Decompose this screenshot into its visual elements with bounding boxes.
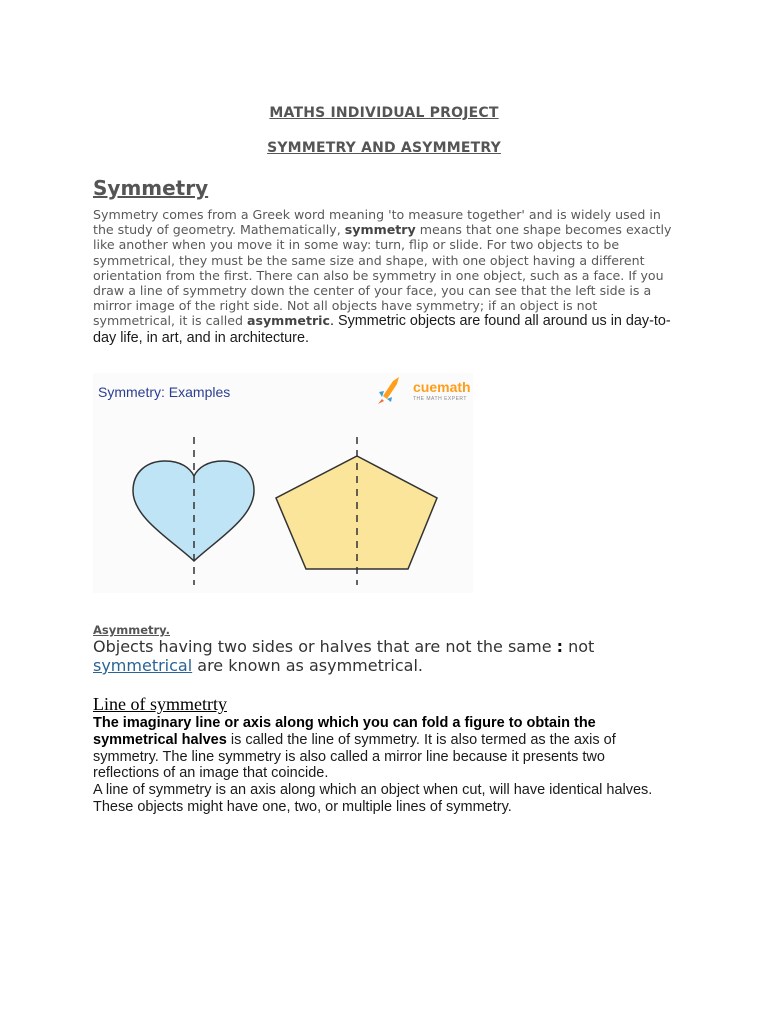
asymmetry-text-2: not (563, 637, 595, 656)
asymmetry-text-1: Objects having two sides or halves that are not the same (93, 637, 557, 656)
figure-title: Symmetry: Examples (98, 384, 231, 400)
brand-tagline: THE MATH EXPERT (413, 396, 467, 402)
asymmetry-text-3: are known as asymmetrical. (192, 656, 424, 675)
brand-name: cuemath (413, 379, 471, 395)
line-of-symmetry-text-2: A line of symmetry is an axis along which an object when cut, will have identical halves. These objects might have one, two, or multiple lines of symmetry. (93, 782, 653, 815)
symmetry-text-1: Symmetry comes from a Greek word meaning 'to measure together' and is widely used in the study of geometry. Mathematically, (93, 207, 661, 238)
asymmetry-colon: : (556, 637, 564, 656)
line-of-symmetry-bold: The imaginary line or axis along which you can fold a figure to obtain the symmetrical halves (93, 715, 596, 748)
document-subtitle: SYMMETRY AND ASYMMETRY (267, 140, 501, 156)
symmetry-paragraph (93, 207, 673, 346)
document-title: MATHS INDIVIDUAL PROJECT (269, 105, 499, 121)
symmetry-text-2: means that one shape becomes exactly like another when you move it in some way: turn, flip or slide. For two objects to be symmetrical, they must be the same size and shape, with one object having a different orientation from the first. There can also be symmetry in one object, such as a face. If you draw a line of symmetry down the center of your face, you can see that the left side is a mirror image of the right side. Not all objects have symmetry; if an object is not symmetrical, it is called (93, 222, 672, 329)
symmetry-examples-image (93, 373, 473, 593)
line-of-symmetry-paragraph (93, 715, 675, 816)
symmetrical-link[interactable]: symmetrical (93, 656, 193, 675)
symmetry-bold-term: symmetry (344, 222, 416, 238)
asymmetry-paragraph (93, 637, 613, 675)
line-of-symmetry-text-1: is called the line of symmetry. It is also termed as the axis of symmetry. The line symmetry is also called a mirror line because it presents two reflections of an image that coincide. (93, 731, 616, 782)
symmetry-text-3: . Symmetric objects are found all around us in day-to-day life, in art, and in architecture. (93, 313, 671, 346)
symmetry-heading: Symmetry (93, 176, 209, 200)
line-of-symmetry-heading: Line of symmetrty (93, 694, 227, 714)
asymmetry-heading: Asymmetry. (93, 623, 170, 637)
symmetry-examples-figure (93, 373, 473, 593)
asymmetric-bold-term: asymmetric (246, 313, 330, 329)
